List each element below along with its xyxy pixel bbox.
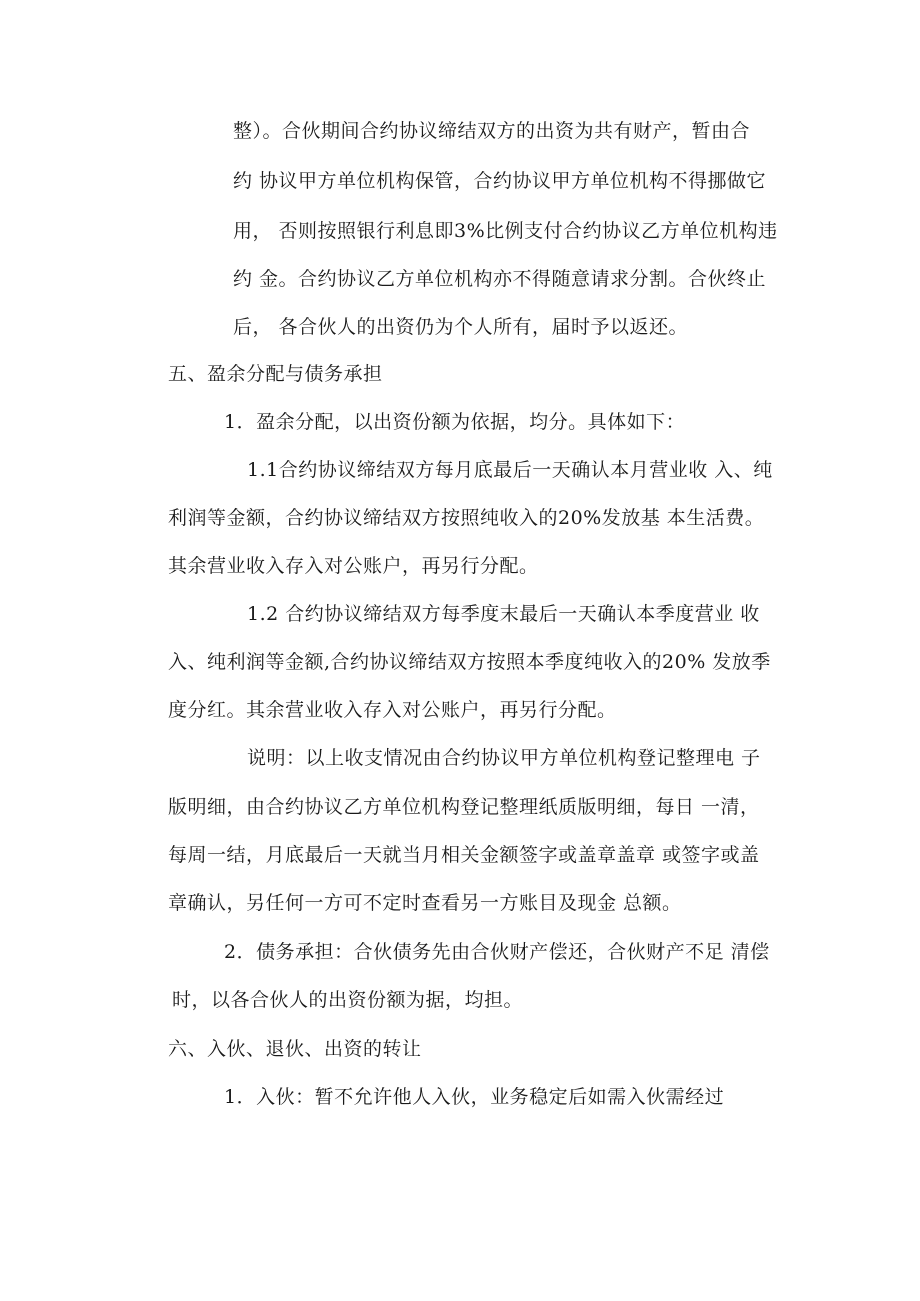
- paragraph-line: 1.2 合约协议缔结双方每季度末最后一天确认本季度营业 收: [247, 603, 760, 625]
- paragraph-line: 入、纯利润等金额,合约协议缔结双方按照本季度纯收入的20% 发放季: [168, 651, 771, 673]
- paragraph-line: 度分红。其余营业收入存入对公账户，再另行分配。: [168, 699, 617, 721]
- paragraph-line: 1．盈余分配，以出资份额为依据，均分。具体如下：: [224, 411, 686, 433]
- paragraph-line: 约 协议甲方单位机构保管，合约协议甲方单位机构不得挪做它: [233, 170, 767, 192]
- paragraph-line: 章确认，另任何一方可不定时查看另一方账目及现金 总额。: [168, 892, 682, 914]
- paragraph-line: 约 金。合约协议乙方单位机构亦不得随意请求分割。合伙终止: [233, 268, 767, 290]
- paragraph-line: 其余营业收入存入对公账户，再另行分配。: [168, 555, 539, 577]
- paragraph-line: 后， 各合伙人的出资仍为个人所有，届时予以返还。: [233, 316, 689, 338]
- paragraph-line: 用， 否则按照银行利息即3%比例支付合约协议乙方单位机构违: [233, 220, 778, 242]
- paragraph-line: 说明：以上收支情况由合约协议甲方单位机构登记整理电 子: [247, 747, 761, 769]
- paragraph-line: 利润等金额，合约协议缔结双方按照纯收入的20%发放基 本生活费。: [168, 507, 765, 529]
- paragraph-line: 1.1合约协议缔结双方每月底最后一天确认本月营业收 入、纯: [247, 459, 773, 481]
- section-heading: 五、盈余分配与债务承担: [168, 363, 383, 385]
- paragraph-line: 时，以各合伙人的出资份额为据，均担。: [172, 989, 524, 1011]
- paragraph-line: 1．入伙：暂不允许他人入伙，业务稳定后如需入伙需经过: [224, 1086, 725, 1108]
- paragraph-line: 整）。合伙期间合约协议缔结双方的出资为共有财产，暂由合: [233, 120, 751, 142]
- paragraph-line: 2．债务承担：合伙债务先由合伙财产偿还，合伙财产不足 清偿: [224, 941, 770, 963]
- paragraph-line: 版明细，由合约协议乙方单位机构登记整理纸质版明细，每日 一清，: [168, 796, 760, 818]
- paragraph-line: 每周一结，月底最后一天就当月相关金额签字或盖章盖章 或签字或盖: [168, 844, 760, 866]
- section-heading: 六、入伙、退伙、出资的转让: [168, 1038, 422, 1060]
